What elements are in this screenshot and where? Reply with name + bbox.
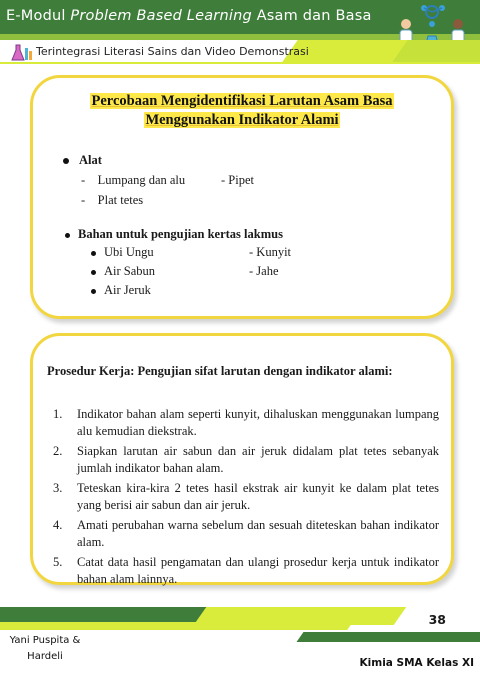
bahan-item: Ubi Ungu bbox=[91, 245, 154, 260]
procedure-step: 2. Siapkan larutan air sabun dan air jeruk didalam plat tetes sebanyak jumlah indikator bahan alam. bbox=[53, 444, 439, 475]
bullet-icon bbox=[65, 233, 70, 238]
bullet-icon bbox=[63, 158, 69, 164]
author-credit: Yani Puspita & Hardeli bbox=[9, 635, 81, 662]
module-title: E-Modul Problem Based Learning Asam dan Basa bbox=[6, 8, 372, 24]
procedure-step: 3. Teteskan kira-kira 2 tetes hasil ekstrak air kunyit ke dalam plat tetes yang berisi air sabun dan air jeruk. bbox=[53, 481, 439, 512]
experiment-title-line1: Percobaan Mengidentifikasi Larutan Asam Basa bbox=[91, 93, 393, 109]
alat-heading: Alat bbox=[63, 153, 102, 168]
bahan-item: Air Sabun bbox=[91, 264, 155, 279]
book-title: Kimia SMA Kelas XI bbox=[359, 657, 474, 669]
alat-item: - Pipet bbox=[221, 173, 254, 187]
bullet-icon bbox=[91, 289, 96, 294]
subtitle-accent-2 bbox=[392, 40, 480, 62]
bullet-icon bbox=[91, 251, 96, 256]
chemistry-icon bbox=[8, 42, 34, 62]
alat-item: - Plat tetes bbox=[81, 193, 144, 207]
bahan-item: - Kunyit bbox=[249, 245, 292, 259]
procedure-heading: Prosedur Kerja: Pengujian sifat larutan dengan indikator alami: bbox=[47, 364, 393, 378]
bahan-item: - Jahe bbox=[249, 264, 279, 278]
page-number: 38 bbox=[428, 612, 446, 627]
module-subtitle: Terintegrasi Literasi Sains dan Video Demonstrasi bbox=[36, 45, 309, 58]
procedure-steps bbox=[53, 406, 439, 591]
procedure-step: 1. Indikator bahan alam seperti kunyit, dihaluskan menggunakan lumpang alu kemudian diekstrak. bbox=[53, 407, 439, 438]
procedure-step: 5. Catat data hasil pengamatan dan ulangi prosedur kerja untuk indikator bahan alam lainnya. bbox=[53, 555, 439, 586]
bullet-icon bbox=[91, 270, 96, 275]
footer-accent-line bbox=[0, 622, 353, 630]
alat-item: - Lumpang dan alu bbox=[81, 173, 186, 187]
experiment-title-line2: Menggunakan Indikator Alami bbox=[145, 112, 339, 128]
procedure-step: 4. Amati perubahan warna sebelum dan sesuah diteteskan bahan indikator alam. bbox=[53, 518, 439, 549]
subtitle-underline bbox=[0, 62, 480, 64]
bahan-heading: Bahan untuk pengujian kertas lakmus bbox=[65, 227, 283, 242]
footer-band bbox=[296, 632, 480, 642]
bahan-item: Air Jeruk bbox=[91, 283, 151, 298]
procedure-card bbox=[30, 333, 454, 585]
experiment-card bbox=[30, 75, 454, 319]
